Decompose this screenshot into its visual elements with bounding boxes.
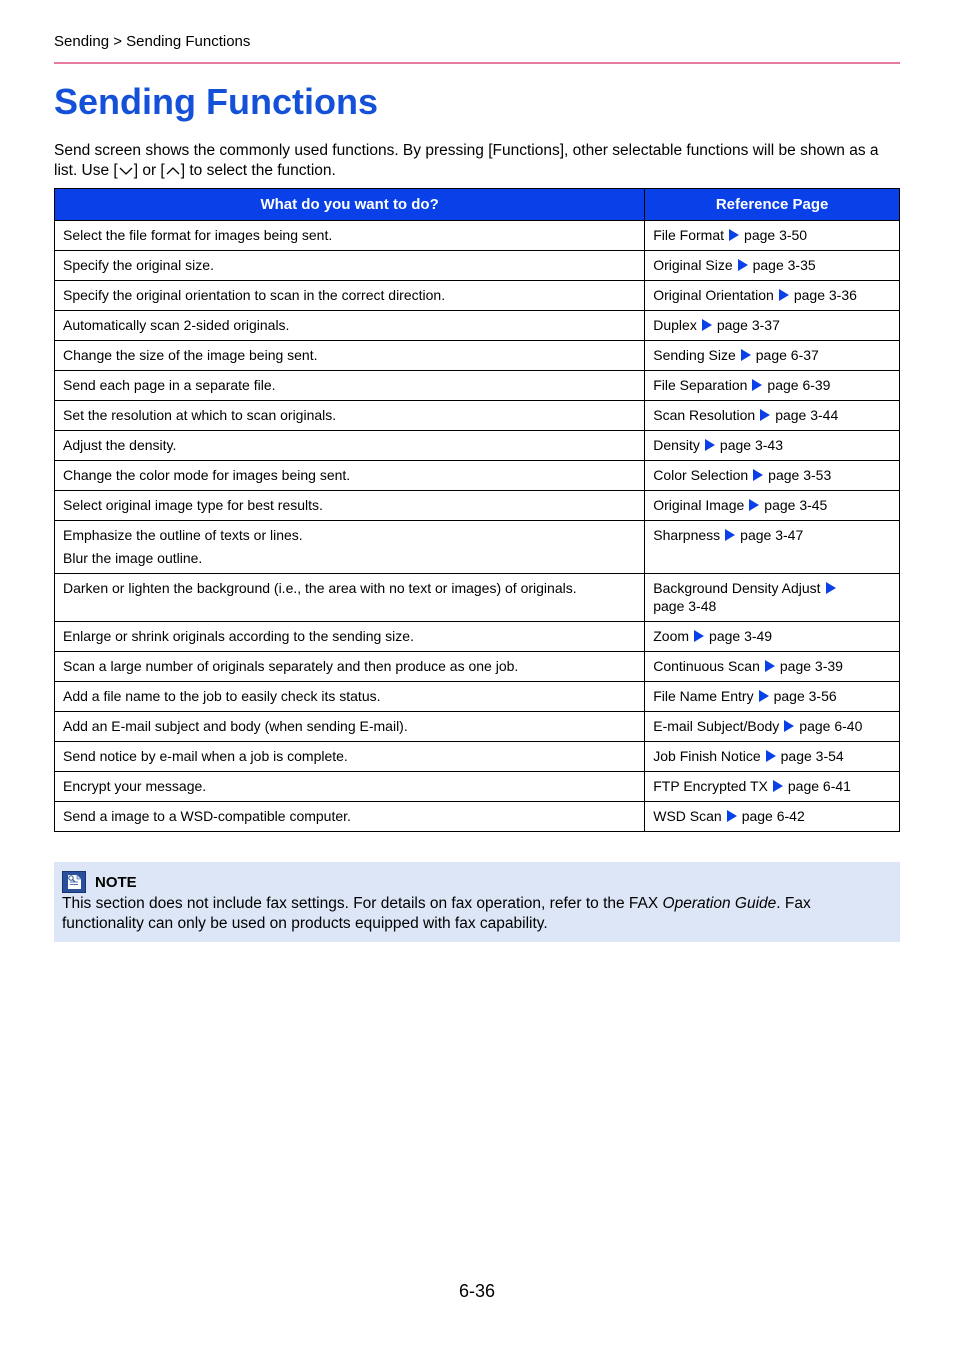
reference-cell — [645, 491, 900, 521]
what-cell — [55, 491, 645, 521]
what-text: Send notice by e-mail when a job is complete. — [63, 748, 348, 764]
what-text: Add a file name to the job to easily check its status. — [63, 688, 381, 704]
chevron-down-icon — [118, 165, 134, 177]
page-reference[interactable]: page 6-40 — [799, 718, 863, 734]
arrow-right-icon — [705, 439, 715, 451]
arrow-right-icon — [759, 690, 769, 702]
table-row — [55, 521, 900, 574]
page-reference[interactable]: page 3-37 — [716, 317, 780, 333]
reference-link[interactable]: File Name Entry — [653, 688, 754, 704]
reference-cell — [645, 401, 900, 431]
reference-link[interactable]: Duplex — [653, 317, 697, 333]
what-text: Automatically scan 2-sided originals. — [63, 317, 290, 333]
page-reference[interactable]: page 6-41 — [787, 778, 851, 794]
reference-link[interactable]: FTP Encrypted TX — [653, 778, 768, 794]
what-cell — [55, 772, 645, 802]
what-text: Set the resolution at which to scan originals. — [63, 407, 337, 423]
page-reference[interactable]: page 3-45 — [764, 497, 828, 513]
arrow-right-icon — [702, 319, 712, 331]
page-reference[interactable]: page 3-47 — [740, 527, 804, 543]
arrow-right-icon — [752, 379, 762, 391]
what-text: Specify the original orientation to scan in the correct direction. — [63, 287, 446, 303]
what-text: Adjust the density. — [63, 437, 177, 453]
page-reference[interactable]: page 3-43 — [719, 437, 783, 453]
table-row — [55, 491, 900, 521]
page-reference[interactable]: page 3-50 — [744, 227, 808, 243]
header-divider — [54, 62, 900, 64]
table-row — [55, 802, 900, 832]
table-row — [55, 371, 900, 401]
page-reference[interactable]: page 3-56 — [773, 688, 837, 704]
reference-cell — [645, 311, 900, 341]
what-text-line-2: Blur the image outline. — [63, 550, 203, 566]
what-cell — [55, 742, 645, 772]
what-cell — [55, 712, 645, 742]
page-title: Sending Functions — [54, 81, 378, 122]
reference-link[interactable]: File Format — [653, 227, 725, 243]
arrow-right-icon — [779, 289, 789, 301]
what-cell — [55, 574, 645, 622]
what-text: Enlarge or shrink originals according to the sending size. — [63, 628, 414, 644]
arrow-right-icon — [753, 469, 763, 481]
what-text: Change the size of the image being sent. — [63, 347, 318, 363]
reference-cell — [645, 281, 900, 311]
note-guide-title: Operation Guide — [662, 895, 777, 912]
reference-link[interactable]: WSD Scan — [653, 808, 722, 824]
reference-cell — [645, 772, 900, 802]
table-row — [55, 742, 900, 772]
intro-paragraph — [54, 141, 900, 181]
page-reference[interactable]: page 3-48 — [653, 598, 717, 614]
table-row — [55, 431, 900, 461]
reference-cell — [645, 802, 900, 832]
what-cell — [55, 311, 645, 341]
note-text-part-1: This section does not include fax settings. For details on fax operation, refer to the FAX — [62, 895, 663, 912]
note-text — [62, 894, 892, 934]
reference-link[interactable]: Background Density Adjust — [653, 580, 821, 596]
table-body — [55, 221, 900, 832]
page-reference[interactable]: page 6-37 — [755, 347, 819, 363]
what-text: Select original image type for best results. — [63, 497, 323, 513]
page-reference[interactable]: page 6-42 — [741, 808, 805, 824]
intro-text-2: ] or [ — [133, 162, 165, 179]
table-row — [55, 221, 900, 251]
arrow-right-icon — [765, 660, 775, 672]
arrow-right-icon — [773, 780, 783, 792]
page-reference[interactable]: page 3-49 — [709, 628, 773, 644]
arrow-right-icon — [738, 259, 748, 271]
what-text: Scan a large number of originals separately and then produce as one job. — [63, 658, 519, 674]
what-text: Send a image to a WSD-compatible computer. — [63, 808, 351, 824]
what-text: Change the color mode for images being sent. — [63, 467, 351, 483]
reference-link[interactable]: Sharpness — [653, 527, 721, 543]
what-cell — [55, 521, 645, 574]
page-reference[interactable]: page 3-53 — [768, 467, 832, 483]
table-row — [55, 401, 900, 431]
what-cell — [55, 251, 645, 281]
reference-link[interactable]: Zoom — [653, 628, 690, 644]
reference-link[interactable]: Scan Resolution — [653, 407, 756, 423]
reference-cell — [645, 431, 900, 461]
reference-link[interactable]: Original Image — [653, 497, 745, 513]
reference-link[interactable]: Original Size — [653, 257, 733, 273]
reference-cell — [645, 622, 900, 652]
table-row — [55, 461, 900, 491]
table-row — [55, 682, 900, 712]
functions-table — [54, 188, 900, 832]
note-box — [54, 862, 900, 942]
what-cell — [55, 281, 645, 311]
what-cell — [55, 622, 645, 652]
arrow-right-icon — [766, 750, 776, 762]
arrow-right-icon — [725, 529, 735, 541]
chevron-up-icon — [165, 165, 181, 177]
what-cell — [55, 371, 645, 401]
arrow-right-icon — [729, 229, 739, 241]
reference-cell — [645, 341, 900, 371]
reference-cell — [645, 521, 900, 574]
page-reference[interactable]: page 3-39 — [779, 658, 843, 674]
table-header-row — [55, 189, 900, 221]
what-text: Emphasize the outline of texts or lines. — [63, 527, 303, 543]
what-text: Send each page in a separate file. — [63, 377, 276, 393]
table-row — [55, 281, 900, 311]
what-text: Select the file format for images being sent. — [63, 227, 333, 243]
what-cell — [55, 652, 645, 682]
what-text: Encrypt your message. — [63, 778, 207, 794]
arrow-right-icon — [727, 810, 737, 822]
table-row — [55, 712, 900, 742]
note-label: NOTE — [95, 873, 137, 891]
reference-link[interactable]: File Separation — [653, 377, 748, 393]
column-header-reference: Reference Page — [645, 189, 900, 221]
note-header — [62, 870, 892, 894]
what-cell — [55, 802, 645, 832]
table-row — [55, 574, 900, 622]
intro-text-3: ] to select the function. — [180, 162, 336, 179]
page-reference[interactable]: page 6-39 — [767, 377, 831, 393]
page-number: 6-36 — [458, 1281, 496, 1301]
what-cell — [55, 461, 645, 491]
table-row — [55, 652, 900, 682]
column-header-what: What do you want to do? — [55, 189, 645, 221]
reference-cell — [645, 712, 900, 742]
arrow-right-icon — [760, 409, 770, 421]
note-text-part-2: . Fax functionality can only be used on products equipped with fax capability. — [62, 895, 811, 932]
arrow-right-icon — [741, 349, 751, 361]
what-cell — [55, 341, 645, 371]
page-reference[interactable]: page 3-44 — [775, 407, 839, 423]
note-icon — [62, 871, 86, 893]
reference-cell — [645, 251, 900, 281]
page-reference[interactable]: page 3-35 — [752, 257, 816, 273]
what-text: Darken or lighten the background (i.e., the area with no text or images) of originals. — [63, 580, 577, 596]
table-row — [55, 311, 900, 341]
what-cell — [55, 401, 645, 431]
breadcrumb: Sending > Sending Functions — [54, 33, 251, 50]
arrow-right-icon — [784, 720, 794, 732]
reference-link[interactable]: Color Selection — [653, 467, 749, 483]
reference-cell — [645, 371, 900, 401]
what-cell — [55, 682, 645, 712]
reference-cell — [645, 461, 900, 491]
reference-cell — [645, 221, 900, 251]
reference-link[interactable]: Density — [653, 437, 700, 453]
arrow-right-icon — [694, 630, 704, 642]
page-reference[interactable]: page 3-36 — [793, 287, 857, 303]
reference-cell — [645, 652, 900, 682]
arrow-right-icon — [826, 582, 836, 594]
table-row — [55, 341, 900, 371]
reference-link[interactable]: Continuous Scan — [653, 658, 760, 674]
reference-cell — [645, 742, 900, 772]
reference-link[interactable]: Sending Size — [653, 347, 736, 363]
reference-link[interactable]: E-mail Subject/Body — [653, 718, 780, 734]
table-row — [55, 772, 900, 802]
arrow-right-icon — [749, 499, 759, 511]
what-text: Add an E-mail subject and body (when sending E-mail). — [63, 718, 408, 734]
what-text: Specify the original size. — [63, 257, 214, 273]
reference-cell — [645, 682, 900, 712]
what-cell — [55, 431, 645, 461]
reference-cell — [645, 574, 900, 622]
intro-text-1: Send screen shows the commonly used functions. By pressing [Functions], other selectable functions will be shown as a list. Use [ — [54, 142, 879, 179]
what-cell — [55, 221, 645, 251]
reference-link[interactable]: Original Orientation — [653, 287, 774, 303]
table-row — [55, 251, 900, 281]
table-row — [55, 622, 900, 652]
page-reference[interactable]: page 3-54 — [780, 748, 844, 764]
reference-link[interactable]: Job Finish Notice — [653, 748, 761, 764]
